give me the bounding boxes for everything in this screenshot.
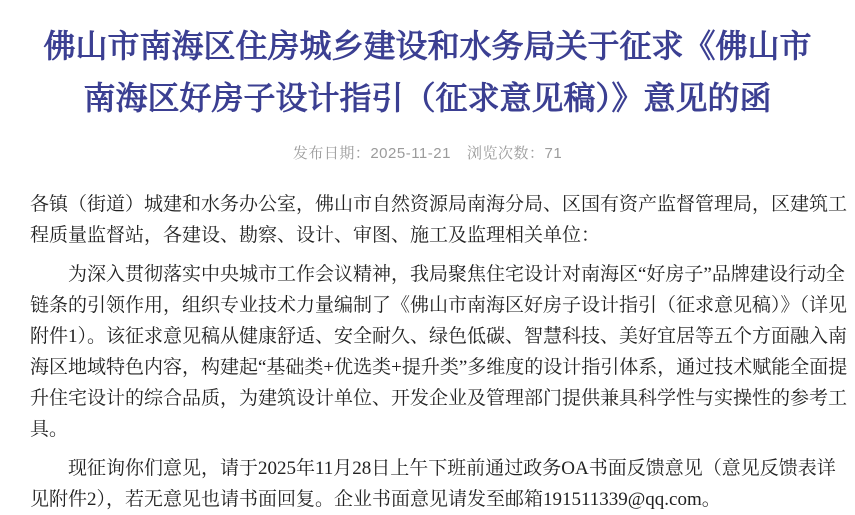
meta-line xyxy=(0,142,855,163)
recipients-paragraph: 各镇（街道）城建和水务办公室，佛山市自然资源局南海分局、区国有资产监督管理局，区建筑工程质量监督站，各建设、勘察、设计、审图、施工及监理相关单位： xyxy=(30,194,848,246)
publish-date-value: 2025-11-21 xyxy=(370,145,451,162)
notice-body xyxy=(30,189,849,515)
page-title: 佛山市南海区住房城乡建设和水务局关于征求《佛山市南海区好房子设计指引（征求意见稿）》意见的函 xyxy=(43,28,812,116)
intro-paragraph: 为深入贯彻落实中央城市工作会议精神，我局聚焦住宅设计对南海区“好房子”品牌建设行动全链条的引领作用，组织专业技术力量编制了《佛山市南海区好房子设计指引（征求意见稿）》（详见附件1）。该征求意见稿从健康舒适、安全耐久、绿色低碳、智慧科技、美好宜居等五个方面融入南海区地域特色内容，构建起“基础类+优选类+提升类”多维度的设计指引体系，通过技术赋能全面提升住宅设计的综合品质，为建筑设计单位、开发企业及管理部门提供兼具科学性与实操性的参考工具。 xyxy=(30,264,848,440)
feedback-paragraph: 现征询你们意见，请于2025年11月28日上午下班前通过政务OA书面反馈意见（意见反馈表详见附件2），若无意见也请书面回复。企业书面意见请发至邮箱191511339@qq.com。 xyxy=(30,458,836,510)
publish-date-label: 发布日期： xyxy=(292,145,371,162)
views-label: 浏览次数： xyxy=(466,145,545,162)
views-value: 71 xyxy=(544,145,563,162)
